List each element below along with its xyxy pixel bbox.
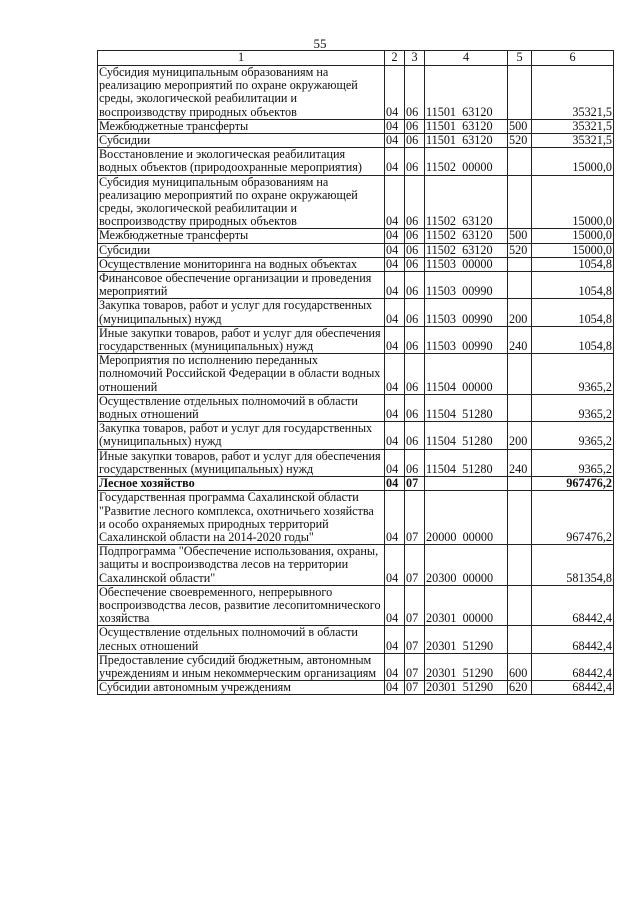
row-target-article: 11501 63120 — [425, 134, 508, 148]
table-body — [98, 66, 614, 695]
row-name: Лесное хозяйство — [98, 477, 385, 491]
row-section: 04 — [385, 134, 405, 148]
header-col-4: 4 — [425, 51, 508, 66]
row-subsection: 06 — [405, 422, 425, 449]
row-name: Закупка товаров, работ и услуг для государственных (муниципальных) нужд — [98, 422, 385, 449]
row-name: Иные закупки товаров, работ и услуг для обеспечения государственных (муниципальных) нужд — [98, 326, 385, 353]
row-target-article: 11503 00990 — [425, 272, 508, 299]
table-header-row — [98, 51, 614, 66]
row-subsection: 07 — [405, 585, 425, 626]
row-target-article: 11504 51280 — [425, 422, 508, 449]
row-amount: 1054,8 — [532, 257, 614, 271]
row-amount: 35321,5 — [532, 66, 614, 120]
page-number: 55 — [313, 36, 327, 51]
header-col-5: 5 — [508, 51, 532, 66]
row-section: 04 — [385, 449, 405, 476]
row-name: Предоставление субсидий бюджетным, автономным учреждениям и иным некоммерческим организациям — [98, 653, 385, 680]
row-target-article: 11502 00000 — [425, 148, 508, 175]
row-expense-type — [508, 175, 532, 229]
budget-table — [97, 50, 614, 695]
row-expense-type: 500 — [508, 229, 532, 243]
row-amount: 967476,2 — [532, 491, 614, 545]
table-row — [98, 585, 614, 626]
row-amount: 15000,0 — [532, 175, 614, 229]
row-amount: 35321,5 — [532, 119, 614, 133]
row-target-article: 11504 51280 — [425, 449, 508, 476]
row-target-article — [425, 477, 508, 491]
row-section: 04 — [385, 119, 405, 133]
row-target-article: 20301 51290 — [425, 626, 508, 653]
table-row — [98, 148, 614, 175]
header-col-6: 6 — [532, 51, 614, 66]
table-row — [98, 175, 614, 229]
row-name: Финансовое обеспечение организации и проведения мероприятий — [98, 272, 385, 299]
table-row — [98, 491, 614, 545]
row-amount: 68442,4 — [532, 626, 614, 653]
row-section: 04 — [385, 545, 405, 586]
table-row — [98, 422, 614, 449]
table-row — [98, 653, 614, 680]
row-subsection: 07 — [405, 477, 425, 491]
row-name: Субсидия муниципальным образованиям на реализацию мероприятий по охране окружающей среды, экологической реабилитации и воспроизводству природных объектов — [98, 175, 385, 229]
row-amount: 68442,4 — [532, 585, 614, 626]
row-expense-type — [508, 148, 532, 175]
row-name: Обеспечение своевременного, непрерывного воспроизводства лесов, развитие лесопитомнического хозяйства — [98, 585, 385, 626]
row-name: Субсидии — [98, 134, 385, 148]
row-subsection: 06 — [405, 257, 425, 271]
header-col-2: 2 — [385, 51, 405, 66]
row-name: Закупка товаров, работ и услуг для государственных (муниципальных) нужд — [98, 299, 385, 326]
row-section: 04 — [385, 653, 405, 680]
row-expense-type — [508, 491, 532, 545]
row-amount: 15000,0 — [532, 229, 614, 243]
row-amount: 581354,8 — [532, 545, 614, 586]
row-name: Субсидии — [98, 243, 385, 257]
row-section: 04 — [385, 326, 405, 353]
table-row — [98, 134, 614, 148]
row-name: Мероприятия по исполнению переданных полномочий Российской Федерации в области водных отношений — [98, 354, 385, 395]
row-name: Субсидии автономным учреждениям — [98, 681, 385, 695]
row-amount: 1054,8 — [532, 272, 614, 299]
row-section: 04 — [385, 229, 405, 243]
row-section: 04 — [385, 477, 405, 491]
row-amount: 967476,2 — [532, 477, 614, 491]
table-row — [98, 545, 614, 586]
table-row — [98, 272, 614, 299]
row-section: 04 — [385, 175, 405, 229]
row-name: Государственная программа Сахалинской области "Развитие лесного комплекса, охотничьего хозяйства и особо охраняемых природных территорий Сахалинской области на 2014-2020 годы" — [98, 491, 385, 545]
row-expense-type — [508, 257, 532, 271]
table-row — [98, 626, 614, 653]
row-subsection: 07 — [405, 653, 425, 680]
row-expense-type: 520 — [508, 134, 532, 148]
row-subsection: 07 — [405, 626, 425, 653]
row-amount: 68442,4 — [532, 681, 614, 695]
row-target-article: 11504 00000 — [425, 354, 508, 395]
table-row — [98, 326, 614, 353]
row-expense-type: 240 — [508, 326, 532, 353]
row-amount: 9365,2 — [532, 354, 614, 395]
row-expense-type: 520 — [508, 243, 532, 257]
row-section: 04 — [385, 299, 405, 326]
row-expense-type — [508, 477, 532, 491]
row-section: 04 — [385, 243, 405, 257]
row-subsection: 06 — [405, 354, 425, 395]
row-subsection: 06 — [405, 175, 425, 229]
row-subsection: 07 — [405, 545, 425, 586]
row-expense-type — [508, 66, 532, 120]
row-amount: 9365,2 — [532, 422, 614, 449]
row-amount: 35321,5 — [532, 134, 614, 148]
row-target-article: 20301 51290 — [425, 653, 508, 680]
row-subsection: 06 — [405, 272, 425, 299]
row-target-article: 11502 63120 — [425, 243, 508, 257]
row-amount: 9365,2 — [532, 394, 614, 421]
table-row — [98, 354, 614, 395]
table-row — [98, 681, 614, 695]
row-subsection: 06 — [405, 243, 425, 257]
row-section: 04 — [385, 148, 405, 175]
row-name: Осуществление отдельных полномочий в области лесных отношений — [98, 626, 385, 653]
row-subsection: 06 — [405, 119, 425, 133]
row-target-article: 11501 63120 — [425, 66, 508, 120]
table-row — [98, 119, 614, 133]
row-name: Межбюджетные трансферты — [98, 119, 385, 133]
row-target-article: 20301 00000 — [425, 585, 508, 626]
row-target-article: 11502 63120 — [425, 175, 508, 229]
row-name: Подпрограмма "Обеспечение использования, охраны, защиты и воспроизводства лесов на территории Сахалинской области" — [98, 545, 385, 586]
row-target-article: 20300 00000 — [425, 545, 508, 586]
header-col-3: 3 — [405, 51, 425, 66]
row-section: 04 — [385, 681, 405, 695]
row-expense-type: 200 — [508, 422, 532, 449]
row-section: 04 — [385, 66, 405, 120]
table-row — [98, 477, 614, 491]
row-amount: 1054,8 — [532, 299, 614, 326]
row-target-article: 11502 63120 — [425, 229, 508, 243]
row-amount: 15000,0 — [532, 243, 614, 257]
row-target-article: 11503 00000 — [425, 257, 508, 271]
table-row — [98, 394, 614, 421]
row-amount: 9365,2 — [532, 449, 614, 476]
table-row — [98, 243, 614, 257]
row-subsection: 06 — [405, 134, 425, 148]
row-name: Осуществление мониторинга на водных объектах — [98, 257, 385, 271]
row-target-article: 11501 63120 — [425, 119, 508, 133]
row-expense-type — [508, 272, 532, 299]
row-subsection: 07 — [405, 491, 425, 545]
row-expense-type: 620 — [508, 681, 532, 695]
row-expense-type — [508, 394, 532, 421]
row-subsection: 07 — [405, 681, 425, 695]
table-row — [98, 66, 614, 120]
row-expense-type — [508, 585, 532, 626]
row-name: Восстановление и экологическая реабилитация водных объектов (природоохранные мероприятия) — [98, 148, 385, 175]
row-section: 04 — [385, 257, 405, 271]
row-section: 04 — [385, 626, 405, 653]
row-expense-type — [508, 545, 532, 586]
row-section: 04 — [385, 422, 405, 449]
row-section: 04 — [385, 585, 405, 626]
table-row — [98, 229, 614, 243]
row-name: Иные закупки товаров, работ и услуг для обеспечения государственных (муниципальных) нужд — [98, 449, 385, 476]
row-subsection: 06 — [405, 449, 425, 476]
row-subsection: 06 — [405, 148, 425, 175]
table-row — [98, 299, 614, 326]
row-expense-type — [508, 626, 532, 653]
row-name: Осуществление отдельных полномочий в области водных отношений — [98, 394, 385, 421]
row-target-article: 11503 00990 — [425, 326, 508, 353]
row-expense-type: 500 — [508, 119, 532, 133]
row-subsection: 06 — [405, 66, 425, 120]
row-target-article: 20000 00000 — [425, 491, 508, 545]
row-expense-type: 200 — [508, 299, 532, 326]
table-row — [98, 257, 614, 271]
row-amount: 1054,8 — [532, 326, 614, 353]
row-subsection: 06 — [405, 229, 425, 243]
row-section: 04 — [385, 354, 405, 395]
row-subsection: 06 — [405, 326, 425, 353]
row-subsection: 06 — [405, 299, 425, 326]
row-name: Субсидия муниципальным образованиям на реализацию мероприятий по охране окружающей среды, экологической реабилитации и воспроизводству природных объектов — [98, 66, 385, 120]
row-amount: 15000,0 — [532, 148, 614, 175]
row-target-article: 20301 51290 — [425, 681, 508, 695]
row-expense-type: 600 — [508, 653, 532, 680]
row-expense-type — [508, 354, 532, 395]
row-target-article: 11503 00990 — [425, 299, 508, 326]
row-section: 04 — [385, 272, 405, 299]
row-section: 04 — [385, 491, 405, 545]
row-amount: 68442,4 — [532, 653, 614, 680]
table-row — [98, 449, 614, 476]
header-col-1: 1 — [98, 51, 385, 66]
row-name: Межбюджетные трансферты — [98, 229, 385, 243]
row-section: 04 — [385, 394, 405, 421]
row-expense-type: 240 — [508, 449, 532, 476]
row-target-article: 11504 51280 — [425, 394, 508, 421]
row-subsection: 06 — [405, 394, 425, 421]
